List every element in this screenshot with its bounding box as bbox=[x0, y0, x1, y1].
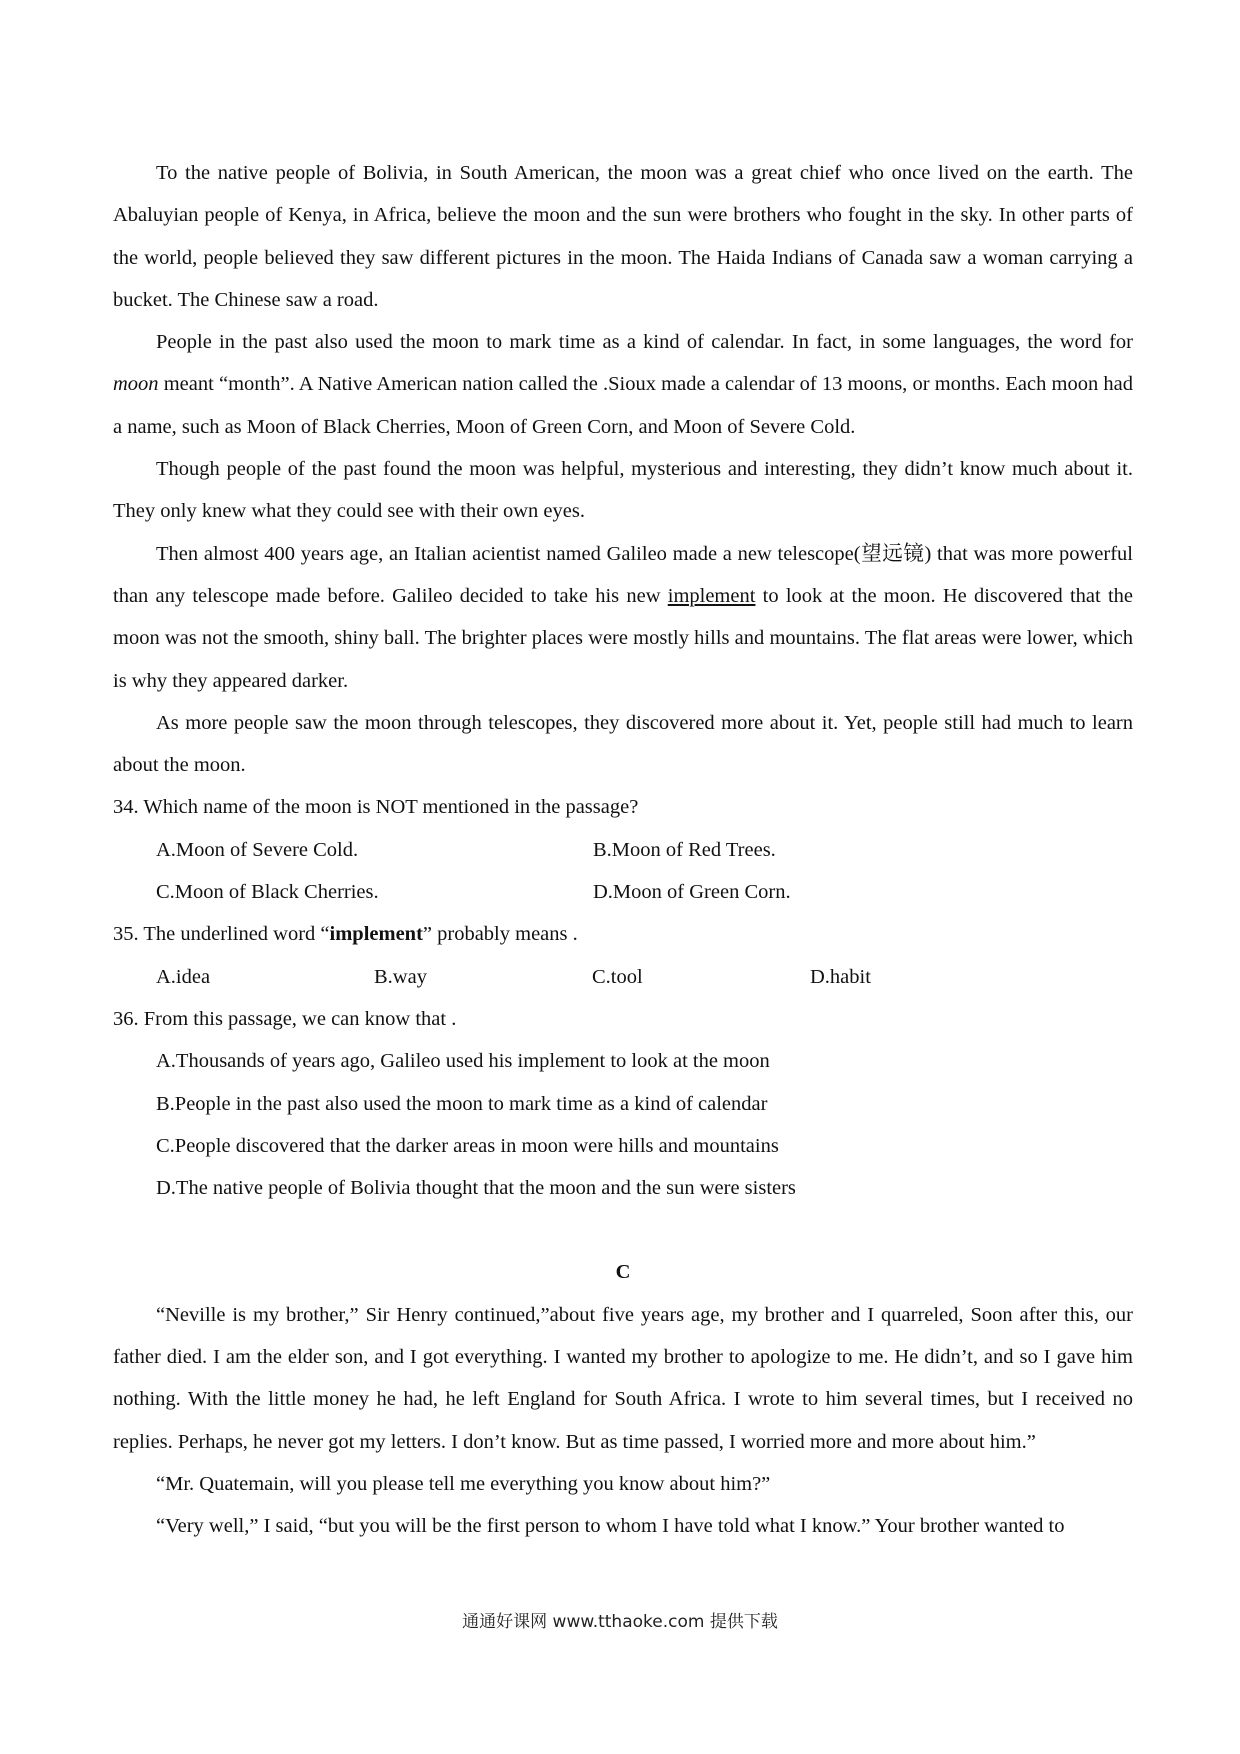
paragraph-text: meant “month”. A Native American nation called the .Sioux made a calendar of 13 moons, or months. Each moon had a name, such as Moon of Black Cherries, Moon of Green Corn, and Moon of Severe Cold. bbox=[113, 373, 1133, 438]
paragraph-text: People in the past also used the moon to mark time as a kind of calendar. In fact, in some languages, the word for bbox=[156, 331, 1133, 354]
question-35-stem bbox=[113, 913, 1133, 955]
question-35-option-a: A.idea bbox=[156, 965, 211, 988]
question-34-stem: 34. Which name of the moon is NOT mentioned in the passage? bbox=[113, 796, 639, 819]
document-content bbox=[113, 152, 1133, 1548]
question-text: 35. The underlined word “ bbox=[113, 923, 330, 946]
passage-c-paragraph-2: “Mr. Quatemain, will you please tell me everything you know about him?” bbox=[156, 1472, 771, 1495]
passage-b-paragraph-2 bbox=[113, 321, 1133, 448]
question-36-stem: 36. From this passage, we can know that . bbox=[113, 1007, 457, 1030]
section-title: C bbox=[615, 1261, 631, 1284]
question-34-options-row-1 bbox=[113, 829, 1133, 871]
question-36-option-d: D.The native people of Bolivia thought that the moon and the sun were sisters bbox=[156, 1177, 796, 1200]
question-35-options bbox=[113, 956, 1133, 998]
italic-word: moon bbox=[113, 373, 159, 396]
page-footer: 通通好课网 www.tthaoke.com 提供下载 bbox=[462, 1612, 778, 1632]
question-34-options-row-2 bbox=[113, 871, 1133, 913]
passage-b-paragraph-1: To the native people of Bolivia, in South American, the moon was a great chief who once lived on the earth. The Abaluyian people of Kenya, in Africa, believe the moon and the sun were brothers who fought in the sky. In other parts of the world, people believed they saw different pictures in the moon. The Haida Indians of Canada saw a woman carrying a bucket. The Chinese saw a road. bbox=[113, 162, 1133, 311]
passage-c-paragraph-3: “Very well,” I said, “but you will be the first person to whom I have told what I know.” Your brother wanted to bbox=[156, 1515, 1065, 1538]
question-36-option-b: B.People in the past also used the moon to mark time as a kind of calendar bbox=[156, 1092, 768, 1115]
question-36-option-c: C.People discovered that the darker areas in moon were hills and mountains bbox=[156, 1134, 779, 1157]
paragraph-text: Then almost 400 years age, an Italian acientist named Galileo made a new telescope(望远镜) that was more powerful than any telescope made before. Galileo decided to take his new bbox=[113, 542, 1133, 607]
question-36-option-a: A.Thousands of years ago, Galileo used his implement to look at the moon bbox=[156, 1050, 770, 1073]
underlined-word: implement bbox=[667, 584, 756, 607]
passage-b-paragraph-5: As more people saw the moon through telescopes, they discovered more about it. Yet, people still had much to learn about the moon. bbox=[113, 711, 1133, 777]
question-35-option-d: D.habit bbox=[810, 965, 871, 988]
question-text: ” probably means . bbox=[422, 923, 578, 946]
passage-b-paragraph-4 bbox=[113, 533, 1133, 702]
question-34-option-d: D.Moon of Green Corn. bbox=[593, 881, 791, 904]
paragraph-text: to look at the moon. He discovered that the moon was not the smooth, shiny ball. The brighter places were mostly hills and mountains. The flat areas were lower, which is why they appeared darker. bbox=[113, 584, 1133, 692]
passage-b-paragraph-3: Though people of the past found the moon was helpful, mysterious and interesting, they didn’t know much about it. They only knew what they could see with their own eyes. bbox=[113, 458, 1133, 523]
question-34-option-b: B.Moon of Red Trees. bbox=[593, 838, 776, 861]
passage-c-paragraph-1: “Neville is my brother,” Sir Henry continued,”about five years age, my brother and I quarreled, Soon after this, our father died. I am the elder son, and I got everything. I wanted my brother to apologize to me. He didn’t, and so I gave him nothing. With the little money he had, he left England for South Africa. I wrote to him several times, but I received no replies. Perhaps, he never got my letters. I don’t know. But as time passed, I worried more and more about him.” bbox=[113, 1303, 1133, 1453]
question-35-option-c: C.tool bbox=[592, 965, 643, 988]
question-35-option-b: B.way bbox=[374, 965, 427, 988]
bold-word: implement bbox=[329, 923, 423, 946]
question-34-option-c: C.Moon of Black Cherries. bbox=[156, 881, 379, 904]
question-34-option-a: A.Moon of Severe Cold. bbox=[156, 838, 359, 861]
